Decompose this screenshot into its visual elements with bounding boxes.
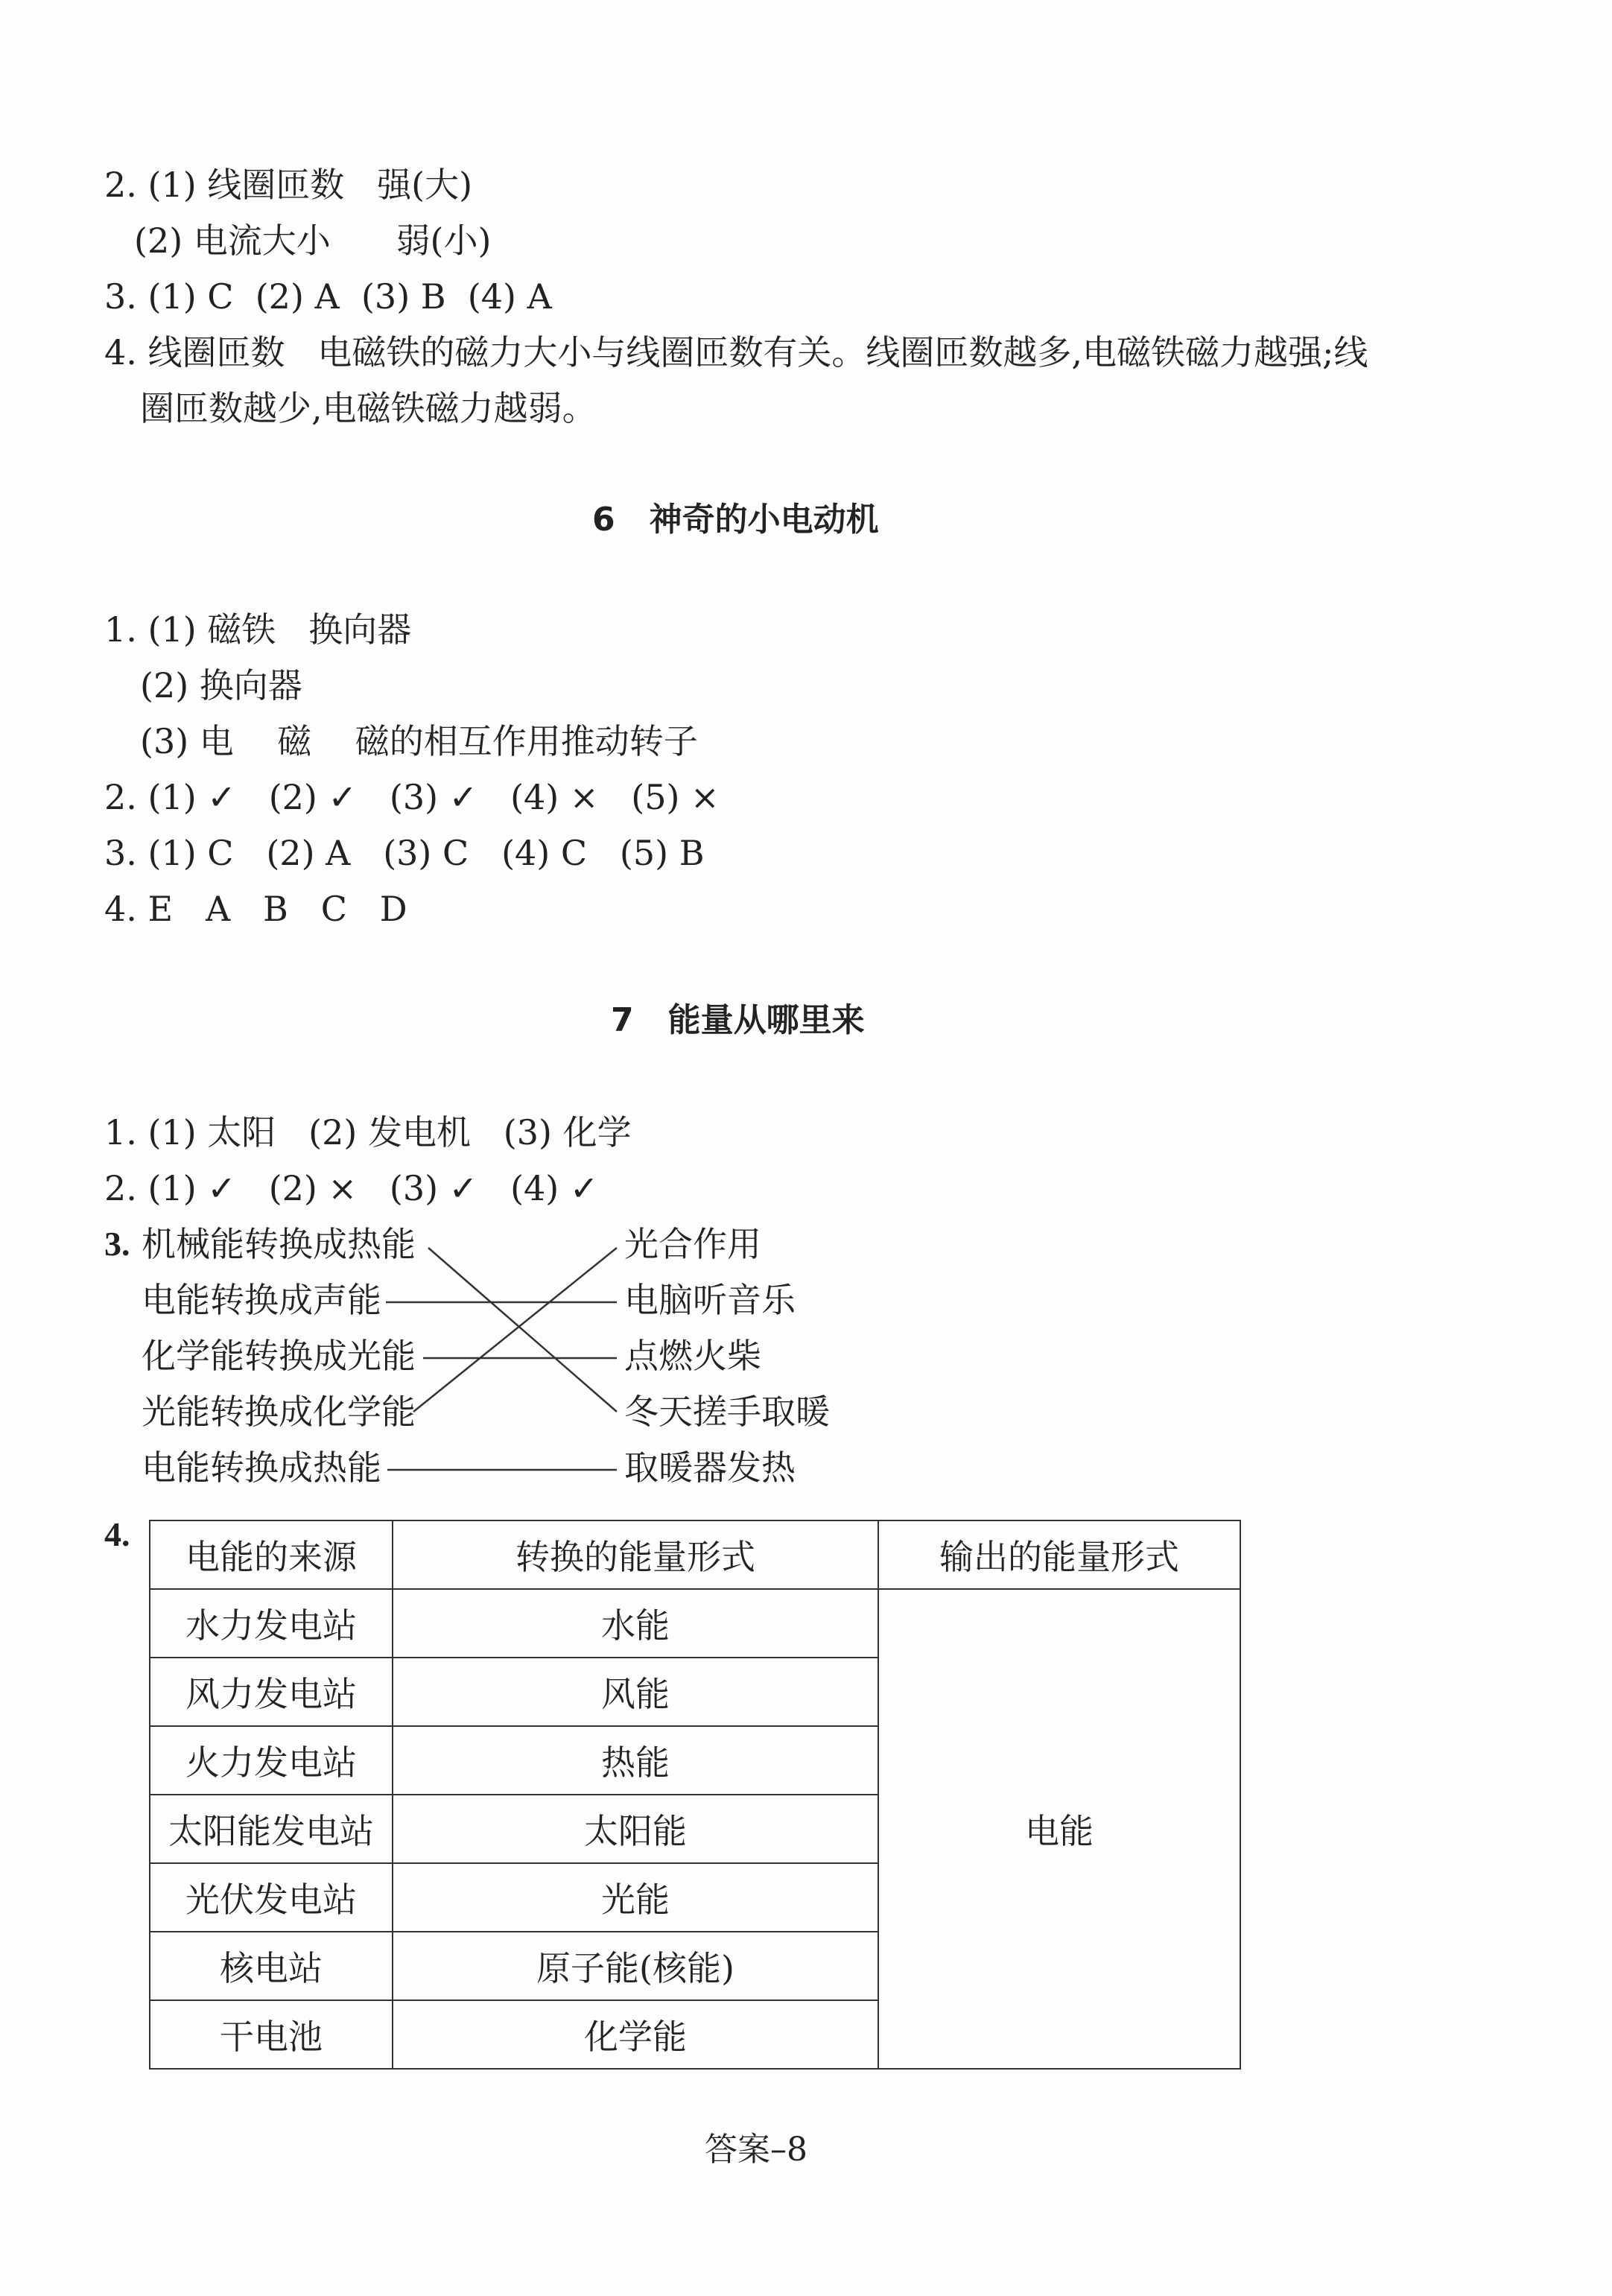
s6-q1-line2: (2) 换向器: [140, 665, 302, 705]
table-cell: 化学能: [393, 2000, 878, 2069]
q2-line2: (2) 电流大小 弱(小): [134, 221, 492, 261]
table-header: 输出的能量形式: [878, 1520, 1240, 1589]
match-left-item: 电能转换成声能: [142, 1280, 381, 1320]
table-header: 电能的来源: [150, 1520, 393, 1589]
match-right-item: 取暖器发热: [624, 1447, 796, 1488]
match-right-item: 光合作用: [624, 1224, 761, 1264]
q4-line1: 4. 线圈匝数 电磁铁的磁力大小与线圈匝数有关。线圈匝数越多,电磁铁磁力越强;线: [104, 332, 1368, 372]
table-cell: 核电站: [150, 1932, 393, 2000]
match-right-item: 点燃火柴: [624, 1336, 761, 1376]
match-left-item: 电能转换成热能: [142, 1447, 381, 1488]
section7-title: 7 能量从哪里来: [611, 1001, 865, 1039]
table-cell: 太阳能: [393, 1795, 878, 1863]
energy-table: [149, 1520, 1241, 2070]
table-row: [150, 1589, 1240, 1658]
match-right-item: 冬天搓手取暖: [624, 1392, 830, 1432]
table-cell: 火力发电站: [150, 1726, 393, 1795]
s6-q2-line: 2. (1) ✓ (2) ✓ (3) ✓ (4) × (5) ×: [104, 777, 720, 817]
section6-title: 6 神奇的小电动机: [592, 501, 879, 539]
table-cell: 原子能(核能): [393, 1932, 878, 2000]
table-cell: 光伏发电站: [150, 1863, 393, 1932]
table-cell: 光能: [393, 1863, 878, 1932]
table-header: 转换的能量形式: [393, 1520, 878, 1589]
s7-q1-line: 1. (1) 太阳 (2) 发电机 (3) 化学: [104, 1112, 632, 1152]
s6-q4-line: 4. E A B C D: [104, 889, 407, 929]
s6-q3-line: 3. (1) C (2) A (3) C (4) C (5) B: [104, 833, 705, 873]
match-line-1: [428, 1248, 617, 1412]
page-footer: 答案–8: [705, 2131, 807, 2169]
match-left-item: 光能转换成化学能: [142, 1392, 416, 1432]
table-cell: 风力发电站: [150, 1658, 393, 1726]
table-header-row: [150, 1520, 1240, 1589]
s7-q3-label: 3.: [104, 1225, 130, 1263]
s6-q1-line3: (3) 电 磁 磁的相互作用推动转子: [140, 721, 698, 761]
s7-q2-line: 2. (1) ✓ (2) × (3) ✓ (4) ✓: [104, 1168, 599, 1208]
table-cell: 水能: [393, 1589, 878, 1658]
table-cell: 热能: [393, 1726, 878, 1795]
s7-q4-label: 4.: [104, 1515, 130, 1553]
q2-line1: 2. (1) 线圈匝数 强(大): [104, 165, 473, 205]
match-left-item: 化学能转换成光能: [142, 1336, 416, 1376]
table-cell: 水力发电站: [150, 1589, 393, 1658]
match-right-item: 电脑听音乐: [624, 1280, 796, 1320]
table-cell: 风能: [393, 1658, 878, 1726]
q3-line: 3. (1) C (2) A (3) B (4) A: [104, 276, 552, 317]
table-cell: 太阳能发电站: [150, 1795, 393, 1863]
match-line-4: [413, 1248, 617, 1412]
table-output-cell: 电能: [878, 1589, 1240, 2069]
q4-line2: 圈匝数越少,电磁铁磁力越弱。: [140, 388, 597, 428]
match-left-item: 机械能转换成热能: [142, 1224, 416, 1264]
s6-q1-line1: 1. (1) 磁铁 换向器: [104, 609, 412, 650]
table-cell: 干电池: [150, 2000, 393, 2069]
